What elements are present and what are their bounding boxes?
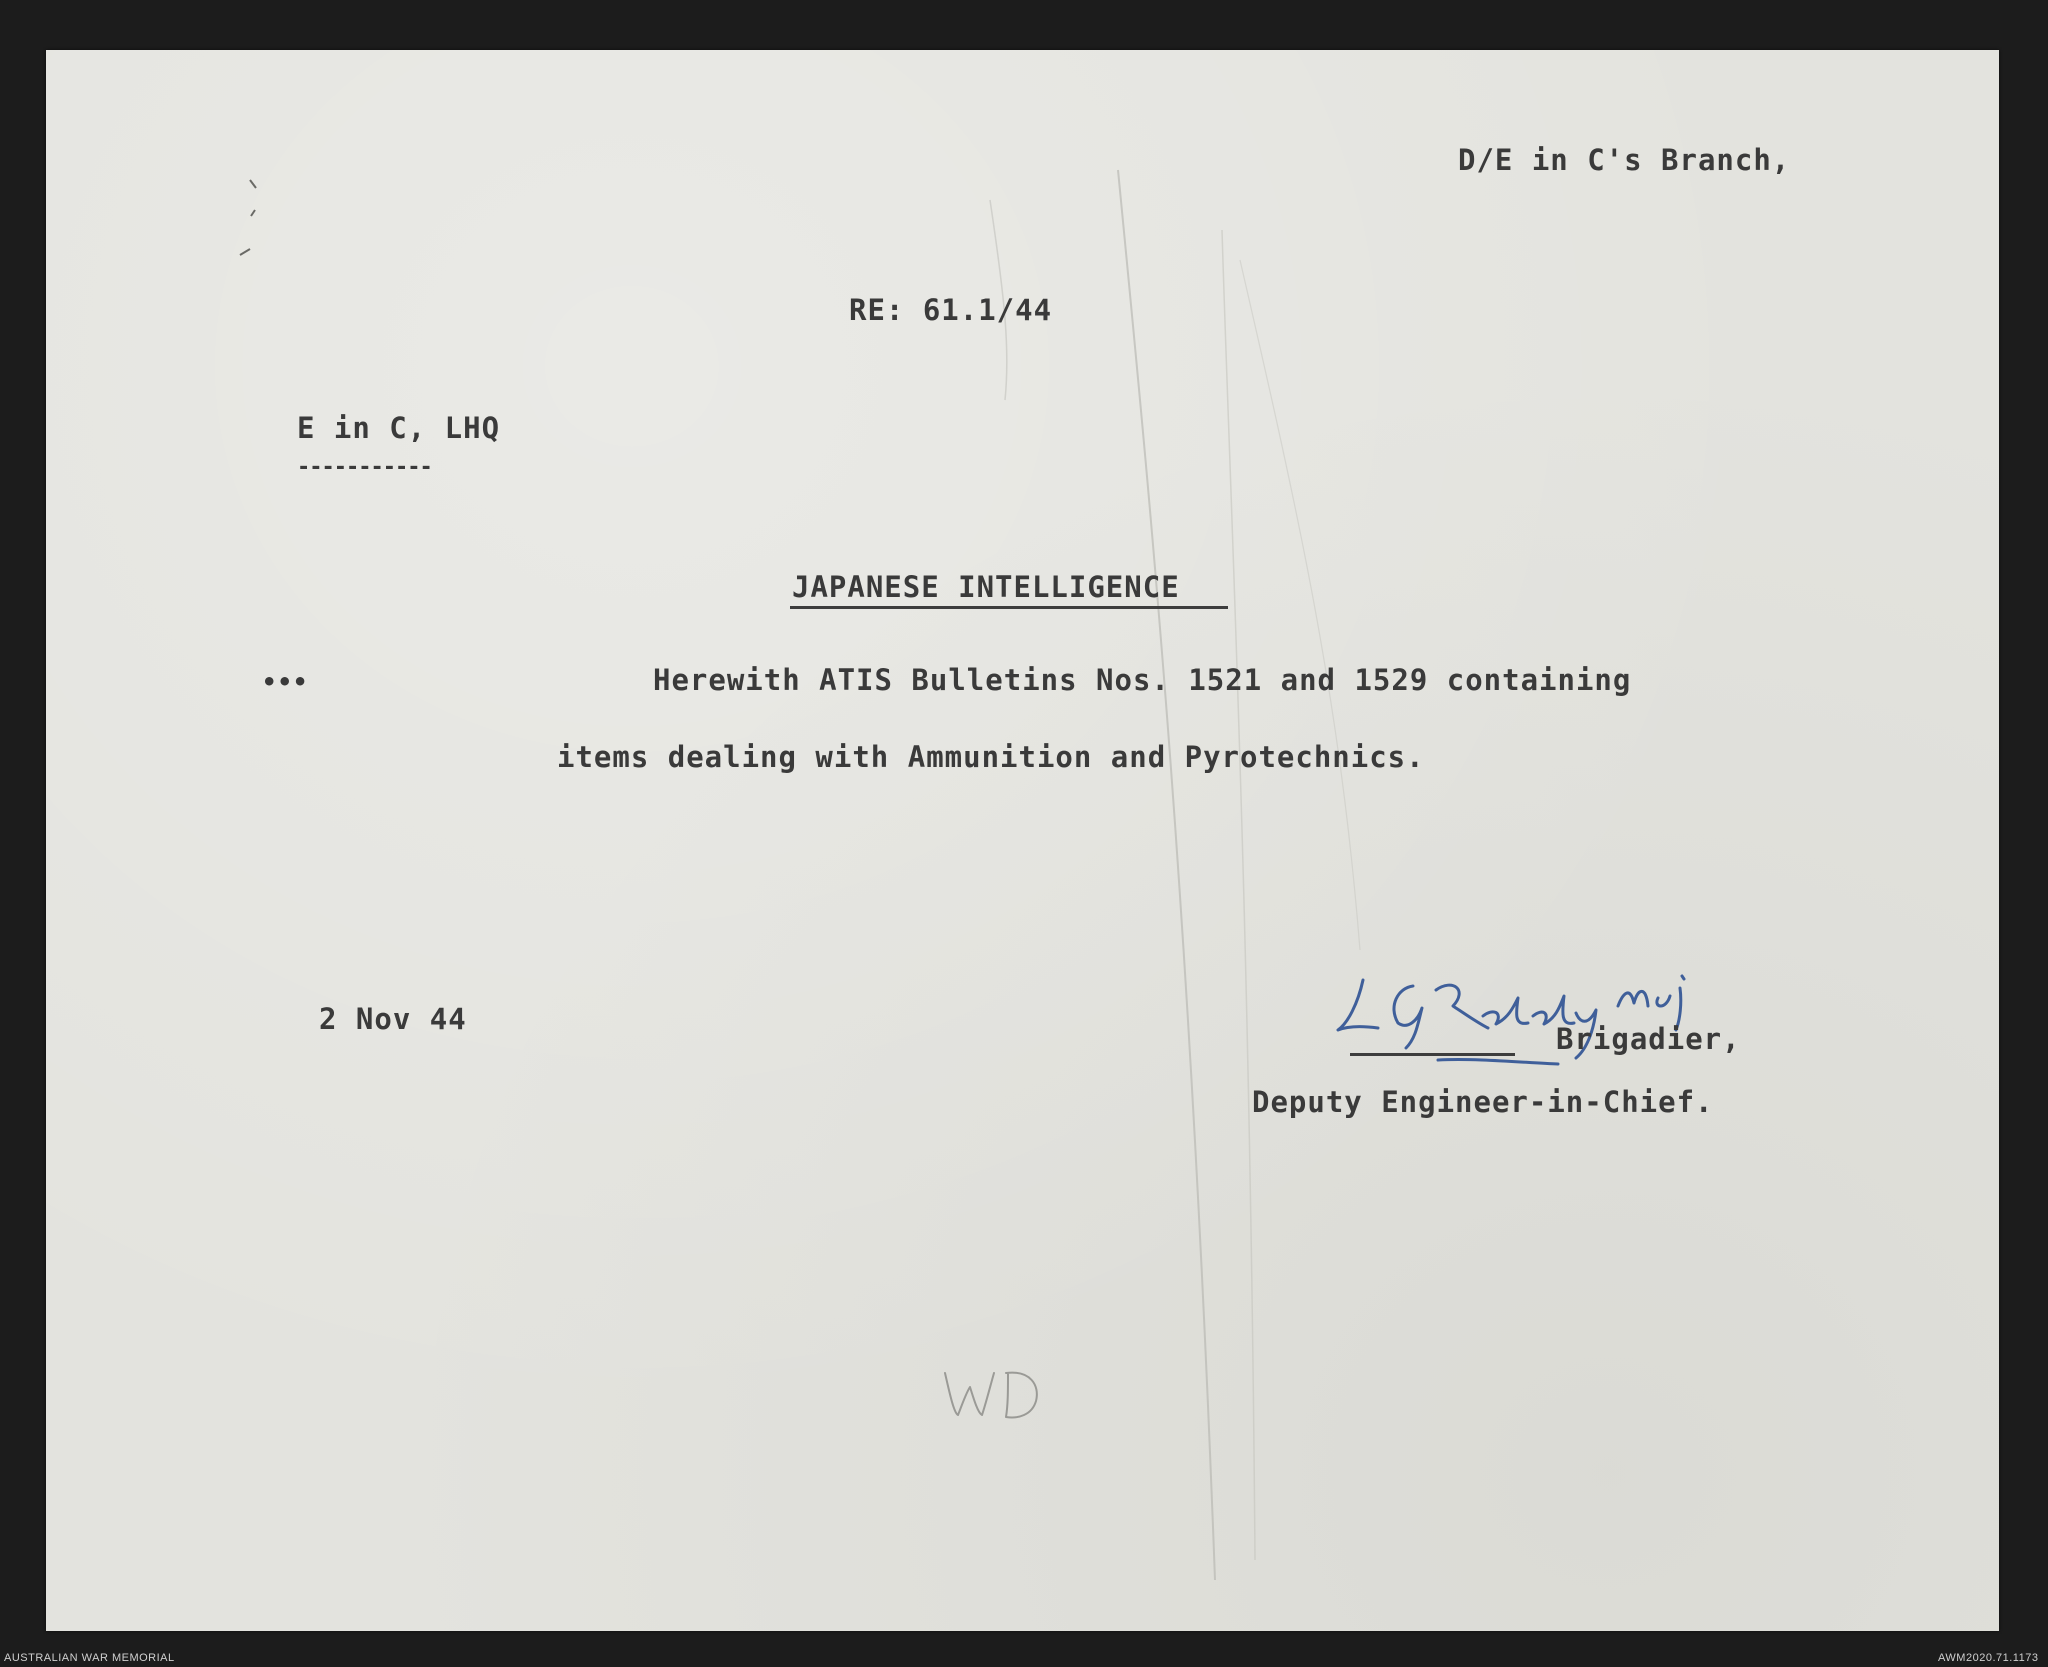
signature-line: [1350, 1053, 1515, 1056]
signature-title: Brigadier,: [1556, 1022, 1741, 1056]
date: 2 Nov 44: [319, 1002, 467, 1036]
body-line-2: items dealing with Ammunition and Pyrotechnics.: [557, 740, 1425, 774]
margin-mark: •••: [262, 668, 309, 696]
addressee-rule: -----------: [297, 455, 432, 480]
signature-role: Deputy Engineer-in-Chief.: [1252, 1085, 1714, 1119]
pencil-annotation: [940, 1365, 1050, 1425]
recipient-branch: D/E in C's Branch,: [1458, 143, 1791, 177]
addressee: E in C, LHQ: [297, 411, 501, 445]
subject-underline: [790, 606, 1228, 609]
footer-accession-number: AWM2020.71.1173: [1938, 1652, 2039, 1664]
subject-title: JAPANESE INTELLIGENCE: [792, 570, 1180, 604]
reference-number: RE: 61.1/44: [849, 293, 1053, 327]
body-line-1: Herewith ATIS Bulletins Nos. 1521 and 1529 containing: [653, 663, 1632, 697]
footer-source: AUSTRALIAN WAR MEMORIAL: [4, 1652, 175, 1664]
